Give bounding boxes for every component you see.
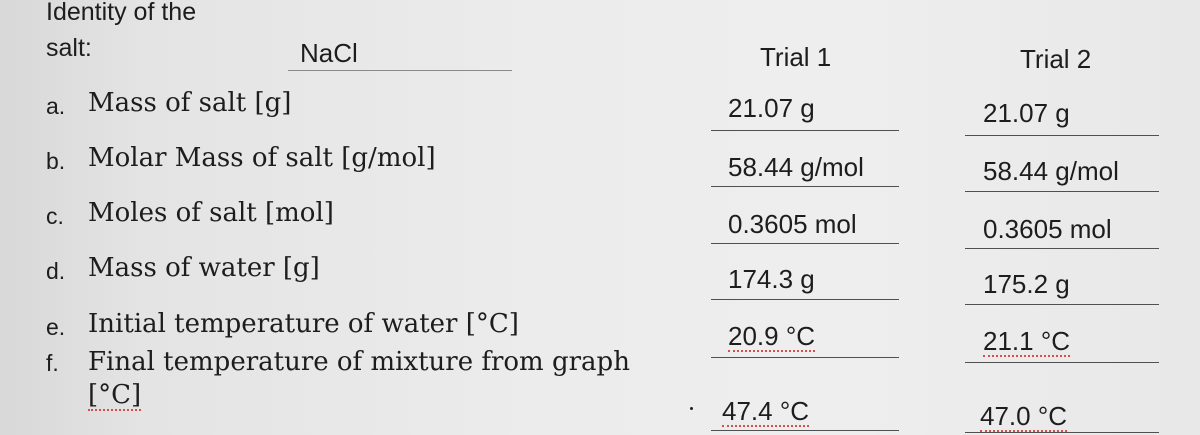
- row-b-trial1-value: 58.44 g/mol: [728, 152, 864, 182]
- row-a-trial2-value: 21.07 g: [983, 98, 1070, 128]
- trial-2-header: Trial 2: [1020, 44, 1092, 74]
- row-e-trial1-text: 20.9 °C: [728, 321, 816, 351]
- row-c-label: Moles of salt [mol]: [88, 198, 334, 228]
- row-a-trial1-line: [711, 130, 899, 131]
- row-e-trial1-line: [711, 357, 899, 358]
- row-f-letter: f.: [46, 350, 59, 376]
- trial-1-header: Trial 1: [760, 42, 832, 72]
- row-d-trial2-value: 175.2 g: [983, 269, 1070, 299]
- row-f-trial1-line: [711, 430, 899, 431]
- row-d-letter: d.: [46, 258, 66, 284]
- row-b-trial2-value: 58.44 g/mol: [983, 156, 1119, 186]
- row-e-trial2-text: 21.1 °C: [983, 326, 1071, 356]
- row-c-trial1-line: [711, 243, 899, 244]
- row-a-trial2-line: [965, 135, 1159, 136]
- row-f-trial2-value: [980, 401, 1067, 432]
- row-c-trial1-value: 0.3605 mol: [728, 209, 857, 239]
- salt-underline: [288, 70, 512, 71]
- stray-dot: [690, 407, 693, 410]
- row-c-trial2-value: 0.3605 mol: [983, 214, 1112, 244]
- row-d-trial1-line: [711, 299, 899, 300]
- row-e-trial2-line: [965, 362, 1159, 363]
- row-b-letter: b.: [46, 148, 66, 174]
- row-e-trial1-value: [728, 321, 815, 352]
- identity-label-line1: Identity of the: [46, 0, 197, 26]
- row-e-letter: e.: [46, 314, 66, 340]
- row-b-label: Molar Mass of salt [g/mol]: [88, 143, 436, 173]
- row-f-label-line2: [88, 380, 141, 411]
- row-f-trial1-value: [722, 396, 809, 427]
- row-d-trial1-value: 174.3 g: [728, 264, 815, 294]
- row-a-trial1-value: 21.07 g: [728, 93, 815, 123]
- row-c-letter: c.: [46, 203, 64, 229]
- row-a-label: Mass of salt [g]: [88, 88, 292, 118]
- row-c-trial2-line: [965, 248, 1159, 249]
- row-b-trial2-line: [965, 191, 1159, 192]
- row-e-label: Initial temperature of water [°C]: [88, 309, 519, 339]
- salt-value: NaCl: [300, 38, 358, 68]
- row-e-trial2-value: [983, 326, 1070, 357]
- row-f-label-line2-text: [°C]: [88, 380, 142, 410]
- row-f-trial2-line: [965, 432, 1159, 433]
- row-f-trial2-text: 47.0 °C: [980, 401, 1068, 431]
- identity-label-line2: salt:: [46, 34, 92, 62]
- row-a-letter: a.: [46, 93, 66, 119]
- row-d-label: Mass of water [g]: [88, 253, 320, 283]
- row-d-trial2-line: [965, 304, 1159, 305]
- row-f-trial1-text: 47.4 °C: [722, 396, 810, 426]
- row-f-label-line1: Final temperature of mixture from graph: [88, 347, 630, 377]
- row-b-trial1-line: [711, 186, 899, 187]
